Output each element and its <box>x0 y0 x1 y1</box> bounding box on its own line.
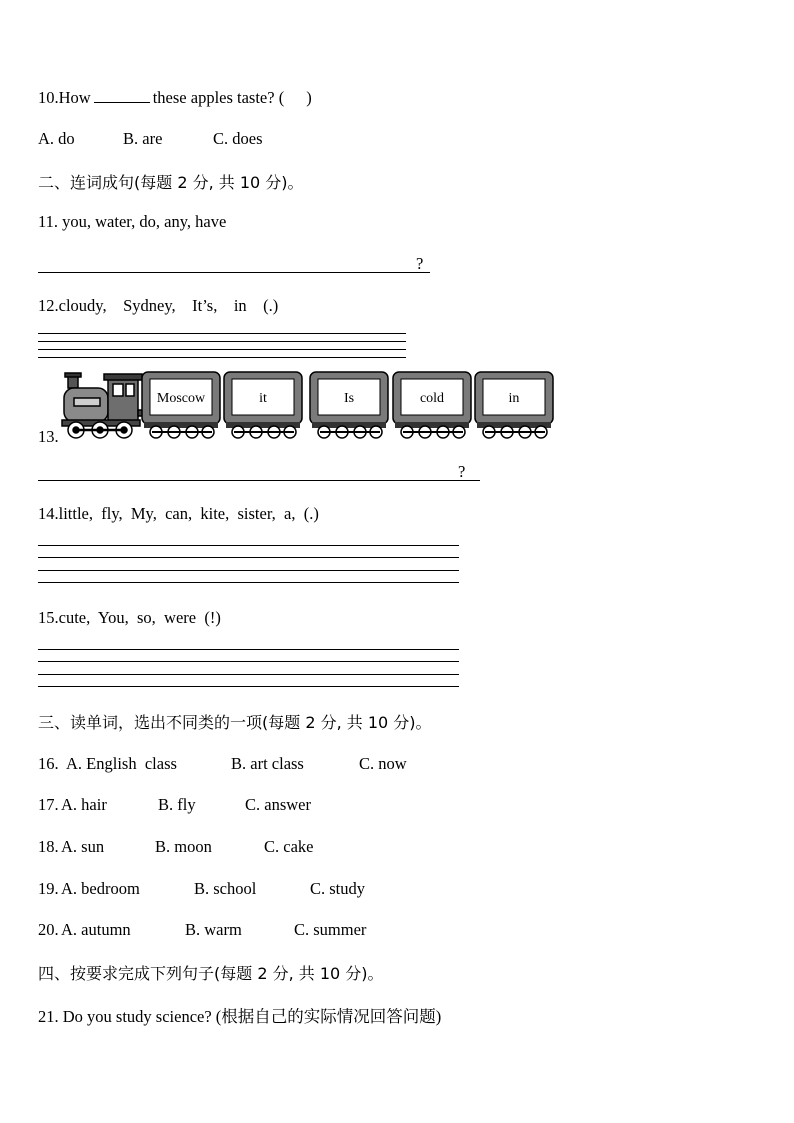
answer-line[interactable] <box>38 333 406 334</box>
option-b[interactable]: B. art class <box>231 754 304 773</box>
option-a[interactable]: A. bedroom <box>61 879 140 898</box>
answer-line[interactable] <box>38 480 480 481</box>
train-car <box>393 372 471 438</box>
question-21: 21. Do you study science? (根据自己的实际情况回答问题) <box>38 1007 442 1026</box>
answer-blank[interactable] <box>94 87 150 103</box>
option-a[interactable]: A. sun <box>61 837 105 856</box>
question-text-pre: How <box>58 88 91 107</box>
question-16 <box>38 754 407 774</box>
section-3-title: 三、读单词，选出不同类的一项(每题 2 分, 共 10 分)。 <box>38 713 432 732</box>
train-car <box>475 372 553 438</box>
car-word[interactable]: Is <box>343 391 355 406</box>
section-2-title: 二、连词成句(每题 2 分, 共 10 分)。 <box>38 173 304 192</box>
option-c[interactable]: C. summer <box>294 920 367 939</box>
question-20 <box>38 920 366 940</box>
question-14: 14.little, fly, My, can, kite, sister, a, (.) <box>38 504 319 523</box>
answer-line[interactable] <box>38 341 406 342</box>
train-illustration <box>60 368 560 444</box>
car-word[interactable]: in <box>508 391 520 406</box>
option-b[interactable]: B. school <box>194 879 257 898</box>
question-18 <box>38 837 313 857</box>
question-17 <box>38 795 311 815</box>
question-19 <box>38 879 365 899</box>
option-a[interactable]: A. English class <box>66 754 177 773</box>
section-4-title: 四、按要求完成下列句子(每题 2 分, 共 10 分)。 <box>38 964 384 983</box>
answer-line[interactable] <box>38 357 406 358</box>
answer-line[interactable] <box>38 674 459 675</box>
option-b[interactable]: B. fly <box>158 795 196 814</box>
question-mark: ? <box>458 462 466 481</box>
question-number: 20. <box>38 920 59 939</box>
train-car <box>142 372 220 438</box>
option-a[interactable]: A. autumn <box>61 920 131 939</box>
bracket-close: ) <box>306 88 312 107</box>
car-word[interactable]: cold <box>419 391 445 406</box>
answer-line[interactable] <box>38 557 459 558</box>
option-c[interactable]: C. study <box>310 879 366 898</box>
question-mark: ? <box>416 254 424 273</box>
question-number: 17. <box>38 795 59 814</box>
answer-line[interactable] <box>38 686 459 687</box>
question-11: 11. you, water, do, any, have <box>38 212 227 231</box>
question-10 <box>38 87 312 108</box>
question-12: 12.cloudy, Sydney, It’s, in (.) <box>38 296 279 315</box>
locomotive-icon <box>62 373 144 438</box>
answer-line[interactable] <box>38 661 459 662</box>
car-word[interactable]: Moscow <box>156 391 206 406</box>
question-13-number: 13. <box>38 427 59 446</box>
question-number: 10. <box>38 88 59 107</box>
answer-line[interactable] <box>38 649 459 650</box>
answer-line[interactable] <box>38 545 459 546</box>
answer-line[interactable] <box>38 582 459 583</box>
question-number: 18. <box>38 837 59 856</box>
answer-line[interactable] <box>38 570 459 571</box>
question-number: 16. <box>38 754 59 773</box>
option-b[interactable]: B. moon <box>155 837 212 856</box>
option-c[interactable]: C. cake <box>264 837 314 856</box>
option-c[interactable]: C. does <box>213 129 263 148</box>
question-text-post: these apples taste? ( <box>152 88 285 107</box>
question-10-options <box>38 129 263 149</box>
answer-line[interactable] <box>38 349 406 350</box>
question-15: 15.cute, You, so, were (!) <box>38 608 221 627</box>
option-c[interactable]: C. now <box>359 754 407 773</box>
option-a[interactable]: A. hair <box>61 795 107 814</box>
option-c[interactable]: C. answer <box>245 795 311 814</box>
option-b[interactable]: B. are <box>123 129 163 148</box>
train-car <box>310 372 388 438</box>
option-a[interactable]: A. do <box>38 129 75 148</box>
answer-line[interactable] <box>38 272 430 273</box>
question-number: 19. <box>38 879 59 898</box>
train-car <box>224 372 302 438</box>
option-b[interactable]: B. warm <box>185 920 242 939</box>
car-word[interactable]: it <box>259 391 267 406</box>
